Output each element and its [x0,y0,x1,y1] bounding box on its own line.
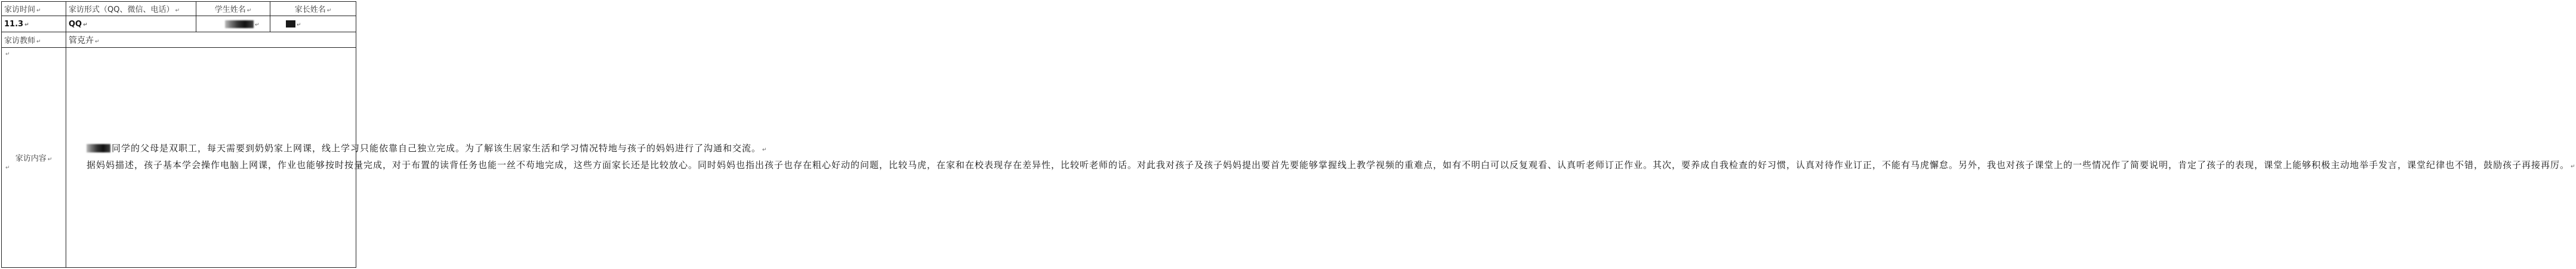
content-paragraph-1: 同学的父母是双职工，每天需要到奶奶家上网课，线上学习只能依靠自己独立完成。为了解该生居家生活和学习情况特地与孩子的妈妈进行了沟通和交流。 ↵ [69,141,353,158]
content-body [66,48,2576,268]
teacher-row [2,32,356,48]
header-row [2,2,356,16]
teacher-label: 家访教师 ↵ [2,32,66,48]
student-name-label: 学生姓名 ↵ [196,2,270,16]
content-paragraph-2: 据妈妈描述，孩子基本学会操作电脑上网课，作业也能够按时按量完成，对于布置的读背任务也能一丝不苟地完成，这些方面家长还是比较放心。同时妈妈也指出孩子也存在粗心好动的问题，比较马虎，在家和在校表现存在差异性，比较听老师的话。对此我对孩子及孩子妈妈提出要首先要能够掌握线上教学视频的重难点，如有不明白可以反复观看、认真听老师订正作业。其次，要养成自我检查的好习惯，认真对待作业订正，不能有马虎懈怠。另外，我也对孩子课堂上的一些情况作了简要说明，肯定了孩子的表现，课堂上能够积极主动地举手发言，课堂纪律也不错，鼓励孩子再接再厉。 ↵ [87,159,2576,170]
content-row [2,48,356,268]
redacted-parent-name [286,20,295,27]
home-visit-form [1,1,2576,268]
redacted-student-name [87,144,110,152]
visit-info-row [2,16,356,32]
student-name-value: ↵ [196,16,270,32]
visit-time-label: 家访时间 ↵ [2,2,66,16]
return-mark: ↵ [5,51,10,57]
visit-form-value: QQ ↵ [66,16,196,32]
visit-time-value: 11.3 ↵ [2,16,66,32]
visit-form-label: 家访形式（QQ、微信、电话） ↵ [66,2,196,16]
teacher-name: 管克卉 ↵ [66,32,356,48]
redacted-student-name [225,20,254,28]
parent-name-value: ↵ [270,16,356,32]
content-label: ↵ ↵ 家访内容 ↵ [2,48,66,268]
parent-name-label: 家长姓名 ↵ [270,2,356,16]
return-mark: ↵ [5,165,10,171]
